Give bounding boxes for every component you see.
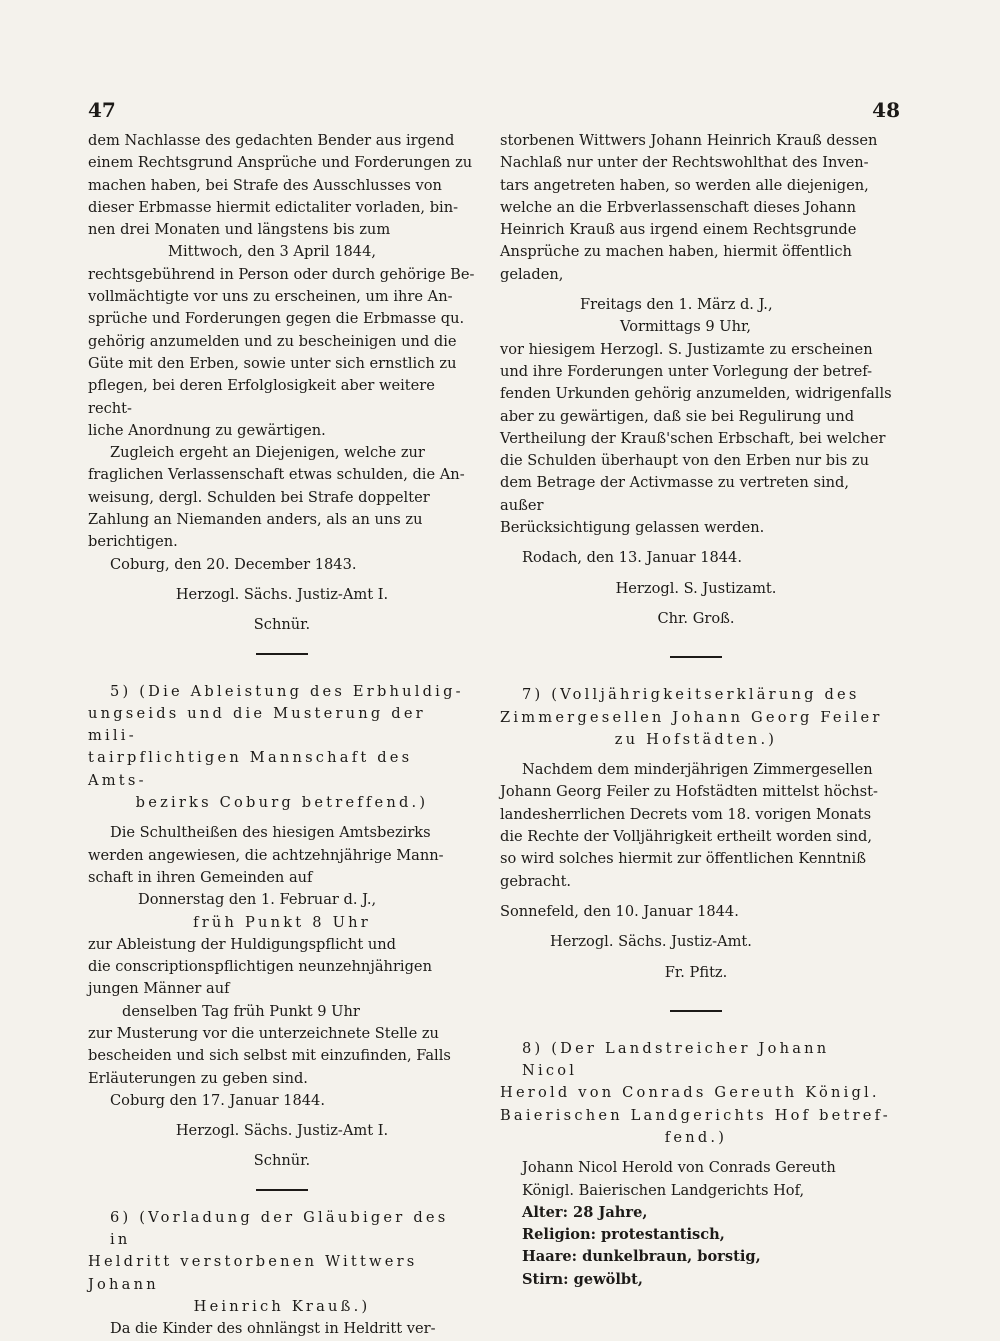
text-line: jungen Männer auf [88, 980, 230, 998]
notice-8-name [500, 1157, 892, 1202]
text-line: die Rechte der Volljährigkeit ertheilt worden sind, [500, 828, 872, 846]
heading-line: 8) (Der Landstreicher Johann Nicol [522, 1039, 830, 1080]
text-line: weisung, dergl. Schulden bei Strafe doppelter [88, 488, 430, 506]
authority: Herzogl. Sächs. Justiz-Amt I. [175, 585, 389, 603]
notice-5-date: Donnerstag den 1. Februar d. J., [138, 891, 377, 909]
continuation-paragraph [500, 130, 892, 286]
description-line: Alter: 28 Jahre, [522, 1203, 648, 1221]
page-number-left: 47 [88, 98, 116, 122]
text-line: Johann Georg Feiler zu Hofstädten mittelst höchst- [500, 783, 878, 801]
text-line: die Schulden überhaupt von den Erben nur bis zu [500, 452, 870, 470]
text-line: Heinrich Krauß aus irgend einem Rechtsgrunde [500, 221, 857, 239]
heading-line: Zimmergesellen Johann Georg Feiler [500, 708, 883, 726]
hearing-time: Vormittags 9 Uhr, [620, 318, 752, 336]
text-line: fraglichen Verlassenschaft etwas schulden, die An- [88, 466, 465, 484]
intro-paragraph [88, 130, 476, 241]
notice-7-place-date: Sonnefeld, den 10. Januar 1844. [500, 902, 739, 920]
text-line: pflegen, bei deren Erfolglosigkeit aber weitere recht- [88, 377, 435, 417]
heading-line: bezirks Coburg betreffend.) [135, 794, 429, 812]
heading-line: 6) (Vorladung der Gläubiger des in [110, 1208, 449, 1249]
text-line: Königl. Baierischen Landgerichts Hof, [522, 1181, 805, 1199]
text-line: vollmächtigte vor uns zu erscheinen, um ihre An- [88, 288, 453, 306]
notice-7-body [500, 759, 892, 893]
description-line: Religion: protestantisch, [522, 1226, 725, 1244]
heading-line: Herold von Conrads Gereuth Königl. [500, 1084, 880, 1102]
text-line: Erläuterungen zu geben sind. [88, 1069, 308, 1087]
text-line: Nachlaß nur unter der Rechtswohlthat des Inven- [500, 154, 869, 172]
text-line: Zugleich ergeht an Diejenigen, welche zur [110, 444, 425, 462]
right-column [500, 130, 892, 1291]
hearing-date: Mittwoch, den 3 April 1844, [168, 243, 377, 261]
text-line: werden angewiesen, die achtzehnjährige Mann- [88, 846, 444, 864]
text-line: Ansprüche zu machen haben, hiermit öffentlich geladen, [500, 243, 852, 283]
description-line: Stirn: gewölbt, [522, 1270, 643, 1288]
text-line: Vertheilung der Krauß'schen Erbschaft, bei welcher [500, 429, 886, 447]
notice-8-heading [500, 1038, 892, 1149]
notice-7-signature: Fr. Pfitz. [664, 963, 728, 981]
notice-5-body2 [88, 934, 476, 1001]
text-line: zur Musterung vor die unterzeichnete Stelle zu [88, 1024, 439, 1042]
notice-6-first-line: Da die Kinder des ohnlängst in Heldritt ver- [110, 1320, 436, 1338]
body-paragraph [500, 339, 892, 540]
notice-6-heading [88, 1207, 476, 1318]
text-line: berichtigen. [88, 533, 178, 551]
heading-line: Baierischen Landgerichts Hof betref- [500, 1106, 891, 1124]
text-line: nen drei Monaten und längstens bis zum [88, 221, 391, 239]
left-column [88, 130, 476, 1341]
signature: Chr. Groß. [657, 609, 735, 627]
text-line: liche Anordnung zu gewärtigen. [88, 421, 326, 439]
heading-line: 5) (Die Ableistung des Erbhuldig- [110, 682, 464, 700]
place-date: Rodach, den 13. Januar 1844. [522, 549, 742, 567]
text-line: gebracht. [500, 872, 572, 890]
page-number-right: 48 [872, 98, 900, 122]
heading-line: Heldritt verstorbenen Wittwers Johann [88, 1253, 418, 1293]
text-line: tars angetreten haben, so werden alle diejenigen, [500, 176, 869, 194]
text-line: dieser Erbmasse hiermit edictaliter vorladen, bin- [88, 198, 459, 216]
notice-5-body [88, 822, 476, 889]
text-line: bescheiden und sich selbst mit einzufinden, Falls [88, 1047, 451, 1065]
text-line: gehörig anzumelden und zu bescheinigen und die [88, 332, 457, 350]
notice-5-authority: Herzogl. Sächs. Justiz-Amt I. [175, 1122, 389, 1140]
heading-line: zu Hofstädten.) [614, 730, 778, 748]
text-line: Die Schultheißen des hiesigen Amtsbezirks [110, 824, 431, 842]
second-paragraph [88, 442, 476, 553]
heading-line: ungseids und die Musterung der mili- [88, 704, 426, 745]
notice-8-description [500, 1202, 892, 1291]
notice-7-heading [500, 684, 892, 751]
authority: Herzogl. S. Justizamt. [615, 579, 777, 597]
place-date: Coburg, den 20. December 1843. [110, 555, 357, 573]
text-line: Johann Nicol Herold von Conrads Gereuth [522, 1159, 836, 1177]
notice-7-authority: Herzogl. Sächs. Justiz-Amt. [550, 933, 752, 951]
text-line: Berücksichtigung gelassen werden. [500, 519, 765, 537]
text-line: so wird solches hiermit zur öffentlichen Kenntniß [500, 850, 866, 868]
text-line: fenden Urkunden gehörig anzumelden, widrigenfalls [500, 385, 892, 403]
text-line: Güte mit den Erben, sowie unter sich ernstlich zu [88, 354, 457, 372]
text-line: Zahlung an Niemanden anders, als an uns zu [88, 511, 423, 529]
text-line: dem Betrage der Activmasse zu vertreten sind, außer [500, 474, 849, 514]
text-line: machen haben, bei Strafe des Ausschlusses von [88, 176, 442, 194]
text-line: und ihre Forderungen unter Vorlegung der betref- [500, 362, 873, 380]
description-line: Haare: dunkelbraun, borstig, [522, 1248, 761, 1266]
text-line: aber zu gewärtigen, daß sie bei Regulirung und [500, 407, 855, 425]
heading-line: tairpflichtigen Mannschaft des Amts- [88, 749, 413, 789]
heading-line: Heinrich Krauß.) [193, 1297, 371, 1315]
notice-5-body3 [88, 1023, 476, 1090]
signature: Schnür. [253, 616, 311, 634]
notice-5-place-date: Coburg den 17. Januar 1844. [110, 1091, 325, 1109]
notice-5-heading [88, 681, 476, 815]
body-paragraph [88, 264, 476, 442]
text-line: einem Rechtsgrund Ansprüche und Forderungen zu [88, 154, 473, 172]
text-line: die conscriptionspflichtigen neunzehnjährigen [88, 958, 432, 976]
text-line: vor hiesigem Herzogl. S. Justizamte zu erscheinen [500, 340, 873, 358]
notice-5-time2: denselben Tag früh Punkt 9 Uhr [122, 1002, 360, 1020]
notice-5-time: früh Punkt 8 Uhr [193, 913, 371, 931]
text-line: schaft in ihren Gemeinden auf [88, 868, 313, 886]
text-line: Nachdem dem minderjährigen Zimmergesellen [522, 761, 873, 779]
heading-line: fend.) [664, 1128, 728, 1146]
text-line: landesherrlichen Decrets vom 18. vorigen Monats [500, 805, 872, 823]
text-line: zur Ableistung der Huldigungspflicht und [88, 935, 397, 953]
notice-5-signature: Schnür. [253, 1152, 311, 1170]
heading-line: 7) (Volljährigkeitserklärung des [522, 686, 860, 704]
text-line: welche an die Erbverlassenschaft dieses Johann [500, 198, 856, 216]
hearing-date: Freitags den 1. März d. J., [580, 296, 773, 314]
text-line: dem Nachlasse des gedachten Bender aus irgend [88, 132, 455, 149]
text-line: rechtsgebührend in Person oder durch gehörige Be- [88, 265, 475, 283]
text-line: sprüche und Forderungen gegen die Erbmasse qu. [88, 310, 465, 328]
text-line: storbenen Wittwers Johann Heinrich Krauß dessen [500, 132, 878, 149]
